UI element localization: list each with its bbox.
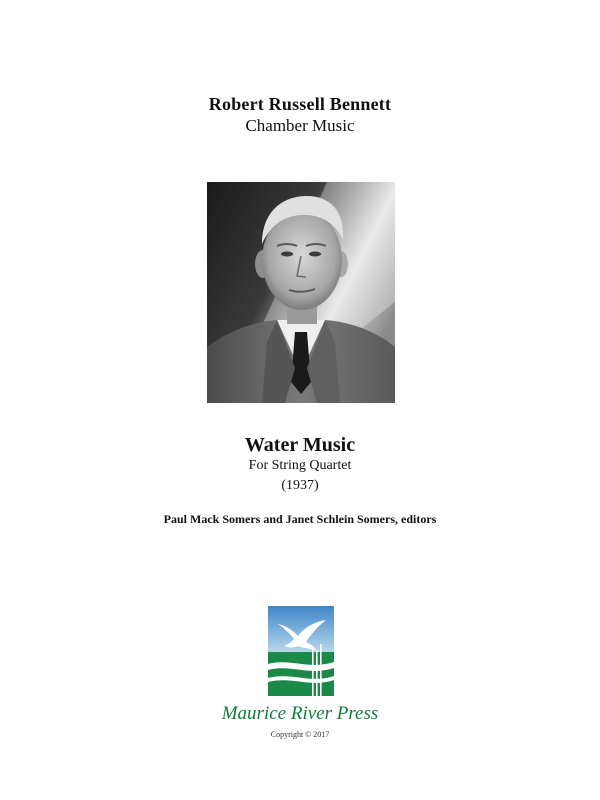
composition-year: (1937) [281,478,319,493]
copyright-notice: Copyright © 2017 [270,730,330,739]
editors-credit: Paul Mack Somers and Janet Schlein Somers, editors [163,512,437,526]
composer-portrait [207,182,395,403]
bird-logo-icon [268,606,334,696]
publisher-name: Maurice River Press [221,703,379,724]
collection-title: Chamber Music [245,116,355,135]
instrumentation: For String Quartet [248,458,352,473]
work-title: Water Music [244,434,356,456]
composer-name: Robert Russell Bennett [208,94,392,114]
